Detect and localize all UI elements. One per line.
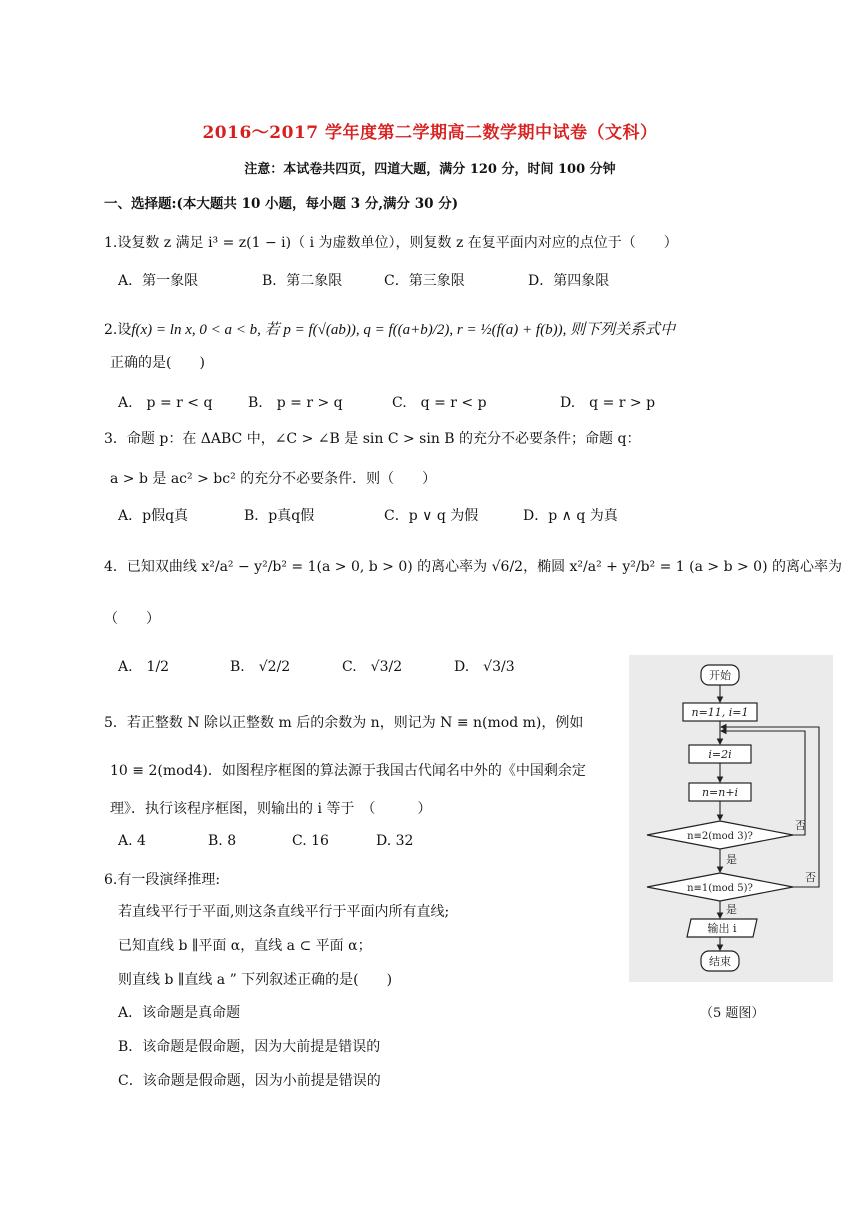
flow-cond2-label: n≡1(mod 5)? xyxy=(687,883,753,894)
q3-option-d: D．p ∧ q 为真 xyxy=(523,508,618,524)
exam-title: 2016～2017 学年度第二学期高二数学期中试卷（文科） xyxy=(202,123,658,143)
q2-prefix: 2.设 xyxy=(104,322,132,338)
figure-caption: （5 题图） xyxy=(700,1006,765,1021)
q2-option-c: C. q = r < p xyxy=(392,395,487,411)
q6-option-b: B．该命题是假命题，因为大前提是错误的 xyxy=(118,1039,381,1055)
q6-option-c: C．该命题是假命题，因为小前提是错误的 xyxy=(118,1073,381,1089)
question-2-line1 xyxy=(104,318,675,339)
question-1-text: 1.设复数 z 满足 i³ = z(1 − i)（ i 为虚数单位），则复数 z 在复平面内对应的点位于（ ） xyxy=(104,235,678,251)
flow-step2-label: n=n+i xyxy=(701,786,739,799)
q3-option-b: B．p真q假 xyxy=(244,508,315,524)
flow-init-label: n=11, i=1 xyxy=(691,706,749,719)
flow-no-2: 否 xyxy=(805,871,816,884)
question-3-line1: 3．命题 p：在 ΔABC 中，∠C > ∠B 是 sin C > sin B 的充分不必要条件；命题 q： xyxy=(104,431,641,447)
q4-option-c: C. √3/2 xyxy=(342,659,403,675)
q1-option-d: D．第四象限 xyxy=(528,273,610,289)
q1-option-b: B．第二象限 xyxy=(262,273,343,289)
question-5-line3: 理》．执行该程序框图，则输出的 i 等于 （ ） xyxy=(110,801,432,817)
flow-no-1: 否 xyxy=(795,819,806,832)
q4-option-b: B. √2/2 xyxy=(230,659,291,675)
q1-option-c: C．第三象限 xyxy=(384,273,465,289)
flowchart-svg xyxy=(629,655,833,982)
q5-option-a: A. 4 xyxy=(118,833,146,849)
question-4-line1: 4．已知双曲线 x²/a² − y²/b² = 1(a > 0, b > 0) 的离心率为 √6/2，椭圆 x²/a² + y²/b² = 1 (a > b > 0) 的离心率为 xyxy=(104,559,842,575)
flow-cond1-label: n≡2(mod 3)? xyxy=(687,831,753,842)
q2-option-b: B. p = r > q xyxy=(248,395,343,411)
q6-option-a: A．该命题是真命题 xyxy=(118,1005,241,1021)
q5-option-d: D. 32 xyxy=(376,833,414,849)
q4-option-d: D. √3/3 xyxy=(454,659,515,675)
q1-option-a: A．第一象限 xyxy=(118,273,199,289)
flow-output-label: 输出 i xyxy=(707,922,737,935)
q2-formula: f(x) = ln x, 0 < a < b, 若 p = f(√(ab)), q = f((a+b)/2), r = ½(f(a) + f(b)), 则下列关系式中 xyxy=(131,322,676,338)
q5-option-b: B. 8 xyxy=(208,833,237,849)
q2-option-a: A. p = r < q xyxy=(118,395,213,411)
exam-notice: 注意：本试卷共四页，四道大题，满分 120 分，时间 100 分钟 xyxy=(244,162,616,177)
flowchart-image xyxy=(629,655,833,982)
question-6-line2: 若直线平行于平面,则这条直线平行于平面内所有直线; xyxy=(118,904,450,920)
flow-start-label: 开始 xyxy=(709,669,731,682)
section-heading: 一、选择题:(本大题共 10 小题，每小题 3 分,满分 30 分) xyxy=(104,196,459,212)
q2-option-d: D. q = r > p xyxy=(560,395,656,411)
flow-yes-2: 是 xyxy=(726,903,737,916)
flow-end-label: 结束 xyxy=(709,955,731,968)
question-3-line2: a > b 是 ac² > bc² 的充分不必要条件．则（ ） xyxy=(110,471,437,487)
q3-option-a: A．p假q真 xyxy=(118,508,189,524)
flow-yes-1: 是 xyxy=(726,853,737,866)
q4-option-a: A. 1/2 xyxy=(118,659,170,675)
question-5-line1: 5．若正整数 N 除以正整数 m 后的余数为 n，则记为 N ≡ n(mod m)，例如 xyxy=(104,715,584,731)
question-6-line3: 已知直线 b ∥平面 α，直线 a ⊂ 平面 α； xyxy=(118,938,372,954)
q3-option-c: C．p ∨ q 为假 xyxy=(384,508,479,524)
question-4-line2: （ ） xyxy=(104,611,160,627)
question-2-line2: 正确的是( ) xyxy=(110,355,205,371)
question-6-line4: 则直线 b ∥直线 a ” 下列叙述正确的是( ) xyxy=(118,972,393,988)
flow-step1-label: i=2i xyxy=(708,748,732,761)
q5-option-c: C. 16 xyxy=(292,833,329,849)
question-5-line2: 10 ≡ 2(mod4)．如图程序框图的算法源于我国古代闻名中外的《中国剩余定 xyxy=(110,763,586,779)
question-6-line1: 6.有一段演绎推理: xyxy=(104,872,221,888)
